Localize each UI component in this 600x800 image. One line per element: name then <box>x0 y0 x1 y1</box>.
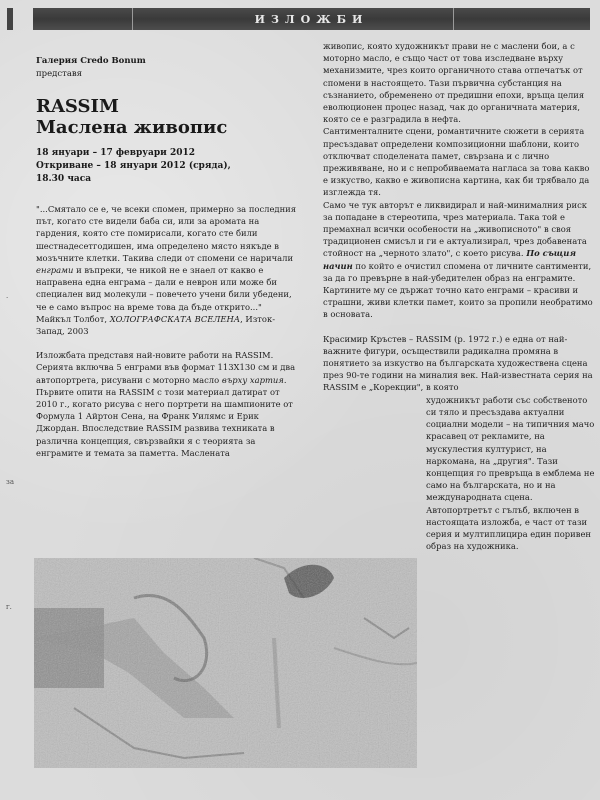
margin-mark: . <box>6 292 9 300</box>
epigraph-quote: "...Смятало се е, че всеки спомен, примерно за последния път, когато сте видели баба си, или за аромата на гардения, която сте помирисали, когато сте били шестнадесетгодишен, има определено място някъде в мозъчните клетки. Такива следи от спомени се наричали енграми и въпреки, че никой не е знаел от какво е направена една енграма – дали е неврон или може би специален вид молекули – повечето учени били убедени, че е само въпрос на време това да бъде открито..." Майкъл Толбот, ХОЛОГРАФСКАТА ВСЕЛЕНА, Изток-Запад, 2003 <box>36 204 297 337</box>
artist-bio-continued: художникът работи със собственото си тяло и пресъздава актуални социални модели – на типичния мачо красавец от рекламите, на мускулестия културист, на наркомана, на „другия". Тази концепция го превръща в емблема не само на българската, но и на международната сцена. Автопортретът с гълъб, включен в настоящата изложба, е част от тази серия и мултиплицира един поривен образ на художника. <box>426 394 595 552</box>
article-paragraph: живопис, която художникът прави не с маслени бои, а с моторно масло, е също част от това изследване върху механизмите, чрез които органичното става отпечатък от спомени в настоящето. Тази първична субстанция на съзнанието, обременено от предишни епохи, връща целия еволюционен процес назад, чак до органичната материя, която се е разградила в нефта. <box>323 41 585 125</box>
citation-publisher: , Изток-Запад, 2003 <box>36 313 276 337</box>
section-title: ИЗЛОЖБИ <box>254 12 369 26</box>
citation-author: Майкъл Толбот, <box>36 313 110 324</box>
header-divider <box>132 8 133 30</box>
opening-time: 18.30 часа <box>36 174 92 184</box>
left-column <box>36 55 298 459</box>
header-divider <box>453 8 454 30</box>
section-tab-marker <box>7 8 13 30</box>
article-paragraph: Картините му се държат точно като енграми – красиви и страшни, живи клетки памет, които за пропили необратимо в основата. <box>323 285 593 320</box>
article-paragraph: Сантименталните сцени, романтичните сюжети в серията пресъздават определени композиционни шаблони, които отключват споделената памет, свързана и с лично преживяване, но и с непробиваемата нагласа за това какво е изкуство, какво е живописна картина, как би трябвало да изглежда тя. <box>323 126 590 198</box>
opening-date: Откриване – 18 януари 2012 (сряда), <box>36 161 231 171</box>
painting-image <box>34 558 417 768</box>
gallery-name: Галерия Credo Bonum <box>36 56 146 66</box>
right-column <box>323 40 595 552</box>
margin-mark: за <box>6 478 14 486</box>
presents-label: представя <box>36 69 83 79</box>
exhibition-dates <box>36 147 298 186</box>
artist-bio: Красимир Кръстев – RASSIM (р. 1972 г.) е една от най-важните фигури, осъществили радикална промяна в понятието за изкуство на българската художествена сцена през 90-те години на миналия век. Най-известната серия на RASSIM е „Корекции", в която <box>323 333 593 393</box>
margin-mark: г. <box>6 603 12 611</box>
painting-reproduction-icon <box>34 558 417 768</box>
section-header-bar <box>33 8 590 30</box>
date-range: 18 януари – 17 февруари 2012 <box>36 148 196 158</box>
article-paragraph: Изложбата представя най-новите работи на RASSIM. Серията включва 5 енграми във формат 113X130 см и два автопортрета, рисувани с моторно масло върху хартия. Първите опити на RASSIM с този материал датират от 2010 г., когато рисува с него портрети на шампионите от Формула 1 Айртон Сена, на Франк Уилямс и Ерик Джордан. Впоследствие RASSIM развива техниката в различна концепция, свързвайки я с теорията за енграмите и темата за паметта. Маслената <box>36 350 296 458</box>
citation-book: ХОЛОГРАФСКАТА ВСЕЛЕНА <box>109 313 241 324</box>
article-paragraph: Само че тук авторът е ликвидирал и най-минималния риск за попадане в стереотипа, чрез материала. Така той е премахнал всички особености на „живописното" в своя традиционен смисъл и ги е актуализирал, чрез добавената стойност на „черното злато", с което рисува. По същия начин по който е очистил спомена от личните сантименти, за да го превърне в най-убедителен образ на енграмите. <box>323 199 592 283</box>
artist-name: RASSIM <box>36 96 119 117</box>
exhibition-title: Маслена живопис <box>36 117 228 138</box>
